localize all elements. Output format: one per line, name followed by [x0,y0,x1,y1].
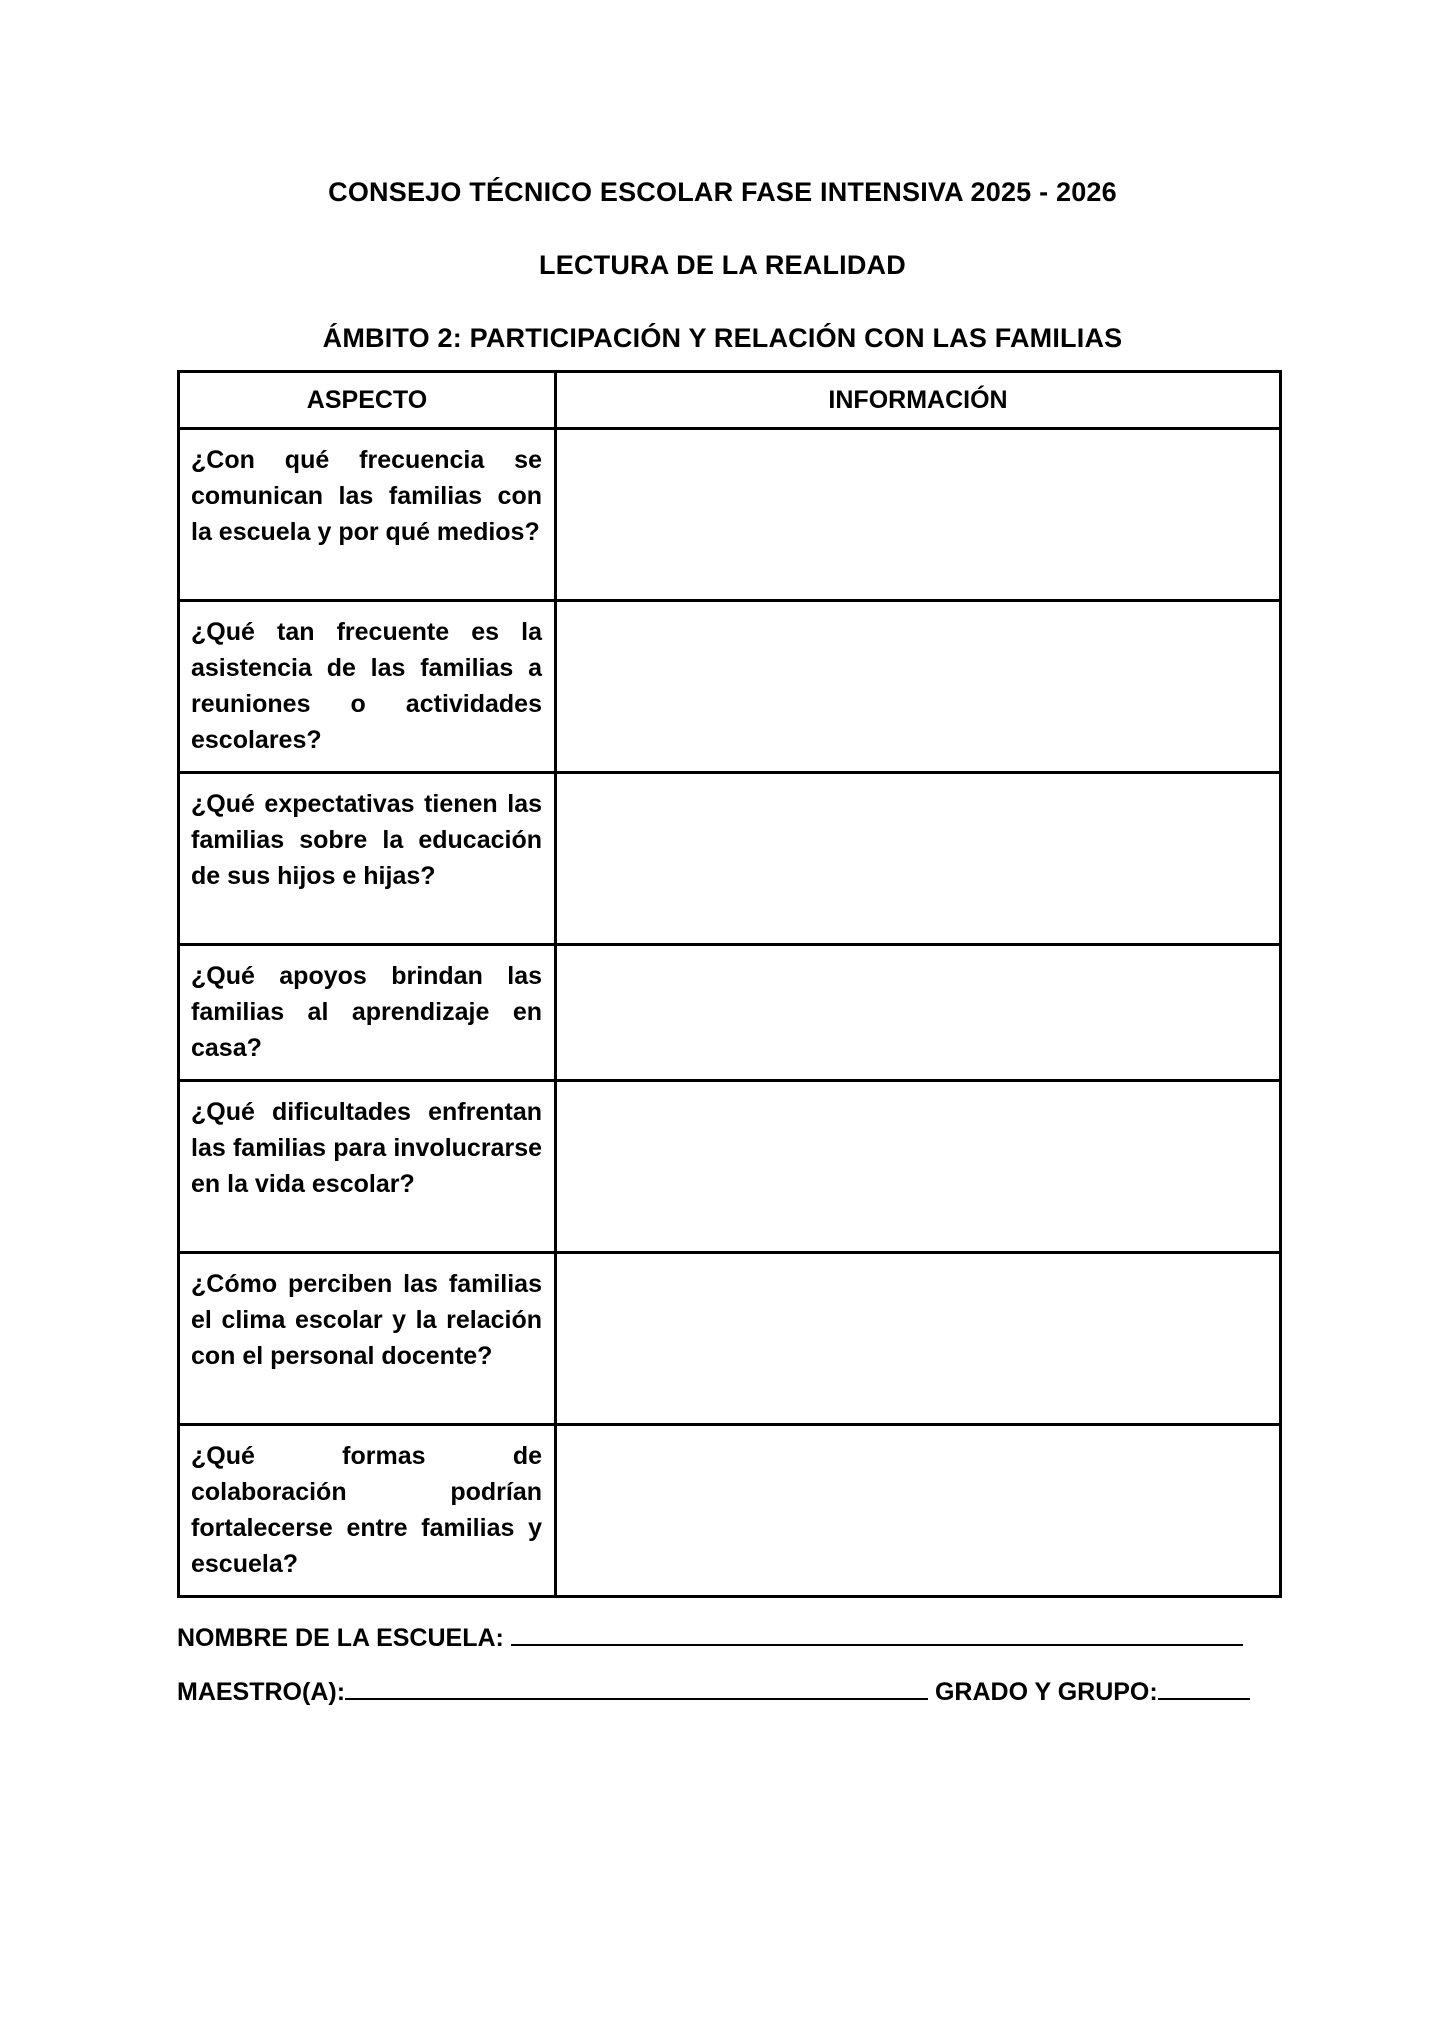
reality-reading-table [177,370,1282,1598]
table-row [179,601,1281,773]
scope-heading: ÁMBITO 2: PARTICIPACIÓN Y RELACIÓN CON LAS FAMILIAS [322,323,1123,353]
document-title: CONSEJO TÉCNICO ESCOLAR FASE INTENSIVA 2025 - 2026 [328,177,1117,207]
document-subtitle: LECTURA DE LA REALIDAD [539,250,906,280]
school-name-label: NOMBRE DE LA ESCUELA: [177,1624,504,1652]
header-information: INFORMACIÓN [556,372,1281,429]
aspect-cell: ¿Qué expectativas tienen las familias sobre la educación de sus hijos e hijas? [179,773,556,945]
grade-group-field[interactable] [1158,1674,1250,1700]
teacher-grade-line [177,1674,1250,1707]
teacher-label: MAESTRO(A): [177,1678,346,1706]
information-cell[interactable] [556,601,1281,773]
table-row [179,429,1281,601]
aspect-cell: ¿Con qué frecuencia se comunican las familias con la escuela y por qué medios? [179,429,556,601]
school-name-field[interactable] [511,1620,1243,1646]
information-cell[interactable] [556,1253,1281,1425]
aspect-cell: ¿Cómo perciben las familias el clima escolar y la relación con el personal docente? [179,1253,556,1425]
information-cell[interactable] [556,773,1281,945]
header-aspect: ASPECTO [179,372,556,429]
information-cell[interactable] [556,945,1281,1081]
school-name-line [177,1620,1243,1653]
information-cell[interactable] [556,429,1281,601]
aspect-cell: ¿Qué formas de colaboración podrían fortalecerse entre familias y escuela? [179,1425,556,1597]
grade-group-label: GRADO Y GRUPO: [934,1678,1158,1706]
table-header-row [179,372,1281,429]
table-row [179,1425,1281,1597]
aspect-cell: ¿Qué apoyos brindan las familias al aprendizaje en casa? [179,945,556,1081]
aspect-cell: ¿Qué tan frecuente es la asistencia de las familias a reuniones o actividades escolares? [179,601,556,773]
table-row [179,945,1281,1081]
table-row [179,773,1281,945]
information-cell[interactable] [556,1425,1281,1597]
aspect-cell: ¿Qué dificultades enfrentan las familias para involucrarse en la vida escolar? [179,1081,556,1253]
information-cell[interactable] [556,1081,1281,1253]
table-row [179,1253,1281,1425]
table-row [179,1081,1281,1253]
teacher-field[interactable] [345,1674,928,1700]
